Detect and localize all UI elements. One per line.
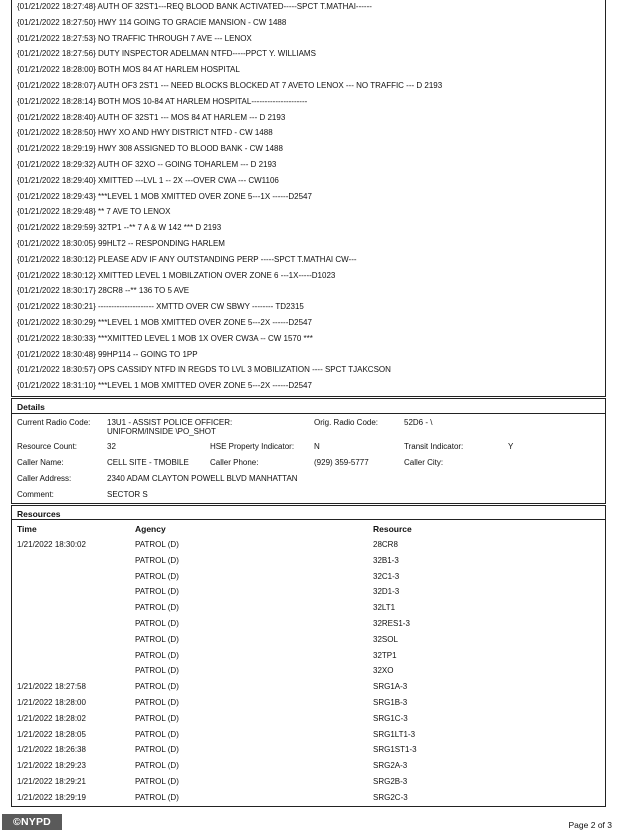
caller-phone-value: (929) 359-5777 <box>314 458 369 467</box>
divider <box>12 519 605 520</box>
log-entry: {01/21/2022 18:27:50} HWY 114 GOING TO GRACIE MANSION - CW 1488 <box>17 17 287 27</box>
resource-id: SRG1A-3 <box>373 682 408 692</box>
resource-agency: PATROL (D) <box>135 619 179 628</box>
resource-id: 32D1-3 <box>373 587 400 597</box>
resource-agency: PATROL (D) <box>135 729 179 739</box>
resource-agency: PATROL (D) <box>135 713 179 723</box>
resource-id: 28CR8 <box>373 540 398 549</box>
current-radio-code-value-line2: UNIFORM/INSIDE \PO_SHOT <box>107 427 216 436</box>
transit-indicator-label: Transit Indicator: <box>404 442 464 451</box>
log-entry: {01/21/2022 18:30:57} OPS CASSIDY NTFD IN REGDS TO LVL 3 MOBILIZATION ---- SPCT TJAKCSON <box>17 365 391 375</box>
resource-id: SRG2C-3 <box>373 792 408 802</box>
orig-radio-code-label: Orig. Radio Code: <box>314 418 379 427</box>
log-entry: {01/21/2022 18:30:29} ***LEVEL 1 MOB XMITTED OVER ZONE 5---2X ------D2547 <box>17 318 312 327</box>
page-number: Page 2 of 3 <box>568 820 612 830</box>
caller-phone-label: Caller Phone: <box>210 458 259 467</box>
caller-city-label: Caller City: <box>404 458 444 467</box>
log-entry: {01/21/2022 18:28:40} AUTH OF 32ST1 --- MOS 84 AT HARLEM --- D 2193 <box>17 112 286 122</box>
resource-id: SRG1ST1-3 <box>373 745 417 755</box>
resource-id: SRG1LT1-3 <box>373 729 416 739</box>
comment-value: SECTOR S <box>107 490 148 499</box>
nypd-logo: ©NYPD <box>2 814 62 830</box>
resource-agency: PATROL (D) <box>135 650 179 660</box>
resource-id: SRG1C-3 <box>373 713 408 723</box>
log-entry: {01/21/2022 18:28:07} AUTH OF3 2ST1 --- NEED BLOCKS BLOCKED AT 7 AVETO LENOX --- NO TRAFFIC --- D 2193 <box>17 81 443 90</box>
log-entry: {01/21/2022 18:30:48} 99HP114 -- GOING TO 1PP <box>17 349 198 359</box>
resource-time: 1/21/2022 18:29:19 <box>17 792 86 802</box>
log-entry: {01/21/2022 18:30:12} PLEASE ADV IF ANY OUTSTANDING PERP -----SPCT T.MATHAI CW--- <box>17 254 357 264</box>
resources-section <box>11 505 606 807</box>
resource-time: 1/21/2022 18:27:58 <box>17 682 86 692</box>
resource-agency: PATROL (D) <box>135 555 179 565</box>
log-entry: {01/21/2022 18:30:33} ***XMITTED LEVEL 1 MOB 1X OVER CW3A -- CW 1570 *** <box>17 333 313 343</box>
log-entry: {01/21/2022 18:28:00} BOTH MOS 84 AT HARLEM HOSPITAL <box>17 65 240 75</box>
resource-agency: PATROL (D) <box>135 745 179 755</box>
log-entry: {01/21/2022 18:29:43} ***LEVEL 1 MOB XMITTED OVER ZONE 5---1X ------D2547 <box>17 191 312 201</box>
event-log <box>11 0 606 397</box>
resource-agency: PATROL (D) <box>135 698 179 707</box>
resource-time: 1/21/2022 18:29:21 <box>17 777 86 786</box>
resource-agency: PATROL (D) <box>135 587 179 597</box>
resource-time: 1/21/2022 18:28:05 <box>17 729 86 739</box>
caller-address-label: Caller Address: <box>17 474 72 483</box>
resource-time: 1/21/2022 18:30:02 <box>17 540 86 549</box>
log-entry: {01/21/2022 18:28:50} HWY XO AND HWY DISTRICT NTFD - CW 1488 <box>17 128 273 138</box>
log-entry: {01/21/2022 18:30:21} --------------------- XMTTD OVER CW SBWY -------- TD2315 <box>17 302 304 312</box>
resource-id: SRG1B-3 <box>373 698 408 707</box>
column-header-agency: Agency <box>135 524 166 534</box>
log-entry: {01/21/2022 18:29:59} 32TP1 --** 7 A & W 142 *** D 2193 <box>17 223 222 233</box>
caller-address-value: 2340 ADAM CLAYTON POWELL BLVD MANHATTAN <box>107 474 298 483</box>
resource-time: 1/21/2022 18:29:23 <box>17 761 86 771</box>
resource-agency: PATROL (D) <box>135 603 179 613</box>
resource-agency: PATROL (D) <box>135 540 179 549</box>
comment-label: Comment: <box>17 490 54 499</box>
log-entry: {01/21/2022 18:31:10} ***LEVEL 1 MOB XMITTED OVER ZONE 5---2X ------D2547 <box>17 381 312 391</box>
details-section <box>11 398 606 504</box>
resource-id: 32TP1 <box>373 650 397 660</box>
column-header-time: Time <box>17 524 37 534</box>
current-radio-code-value: 13U1 - ASSIST POLICE OFFICER: <box>107 418 233 427</box>
caller-name-label: Caller Name: <box>17 458 64 467</box>
current-radio-code-label: Current Radio Code: <box>17 418 91 427</box>
transit-indicator-value: Y <box>508 442 514 451</box>
log-entry: {01/21/2022 18:30:12} XMITTED LEVEL 1 MOBILZATION OVER ZONE 6 ---1X-----D1023 <box>17 270 336 280</box>
resource-time: 1/21/2022 18:28:00 <box>17 698 86 707</box>
resource-id: SRG2A-3 <box>373 761 408 771</box>
hse-property-label: HSE Property Indicator: <box>210 442 295 451</box>
resource-id: 32XO <box>373 666 394 676</box>
resource-agency: PATROL (D) <box>135 792 179 802</box>
resource-count-label: Resource Count: <box>17 442 78 451</box>
caller-name-value: CELL SITE - TMOBILE <box>107 458 189 467</box>
log-entry: {01/21/2022 18:27:48} AUTH OF 32ST1---REQ BLOOD BANK ACTIVATED-----SPCT T.MATHAI------ <box>17 2 372 11</box>
resource-id: 32C1-3 <box>373 571 400 581</box>
divider <box>12 413 605 414</box>
resource-time: 1/21/2022 18:26:38 <box>17 745 86 755</box>
log-entry: {01/21/2022 18:29:32} AUTH OF 32XO -- GOING TOHARLEM --- D 2193 <box>17 160 277 169</box>
resource-agency: PATROL (D) <box>135 571 179 581</box>
log-entry: {01/21/2022 18:29:48} ** 7 AVE TO LENOX <box>17 207 171 217</box>
resource-agency: PATROL (D) <box>135 761 179 771</box>
log-entry: {01/21/2022 18:27:56} DUTY INSPECTOR ADELMAN NTFD-----PPCT Y. WILLIAMS <box>17 49 316 59</box>
resource-id: SRG2B-3 <box>373 777 408 786</box>
log-entry: {01/21/2022 18:30:17} 28CR8 --** 136 TO 5 AVE <box>17 286 190 296</box>
log-entry: {01/21/2022 18:29:40} XMITTED ---LVL 1 -- 2X ---OVER CWA --- CW1106 <box>17 175 279 185</box>
log-entry: {01/21/2022 18:30:05} 99HLT2 -- RESPONDING HARLEM <box>17 239 225 248</box>
resource-agency: PATROL (D) <box>135 666 179 676</box>
details-title: Details <box>17 402 45 412</box>
hse-property-value: N <box>314 442 320 451</box>
resource-agency: PATROL (D) <box>135 634 179 644</box>
resource-id: 32B1-3 <box>373 555 399 565</box>
resource-id: 32SOL <box>373 634 398 644</box>
resources-title: Resources <box>17 509 61 519</box>
resource-count-value: 32 <box>107 442 116 451</box>
orig-radio-code-value: 52D6 - \ <box>404 418 433 427</box>
resource-id: 32LT1 <box>373 603 396 613</box>
resource-time: 1/21/2022 18:28:02 <box>17 713 86 723</box>
log-entry: {01/21/2022 18:28:14} BOTH MOS 10-84 AT HARLEM HOSPITAL--------------------- <box>17 96 308 106</box>
resource-id: 32RES1-3 <box>373 619 410 628</box>
resource-agency: PATROL (D) <box>135 682 179 692</box>
column-header-resource: Resource <box>373 524 412 534</box>
log-entry: {01/21/2022 18:29:19} HWY 308 ASSIGNED TO BLOOD BANK - CW 1488 <box>17 144 283 154</box>
log-entry: {01/21/2022 18:27:53} NO TRAFFIC THROUGH 7 AVE --- LENOX <box>17 33 252 43</box>
resource-agency: PATROL (D) <box>135 777 179 786</box>
